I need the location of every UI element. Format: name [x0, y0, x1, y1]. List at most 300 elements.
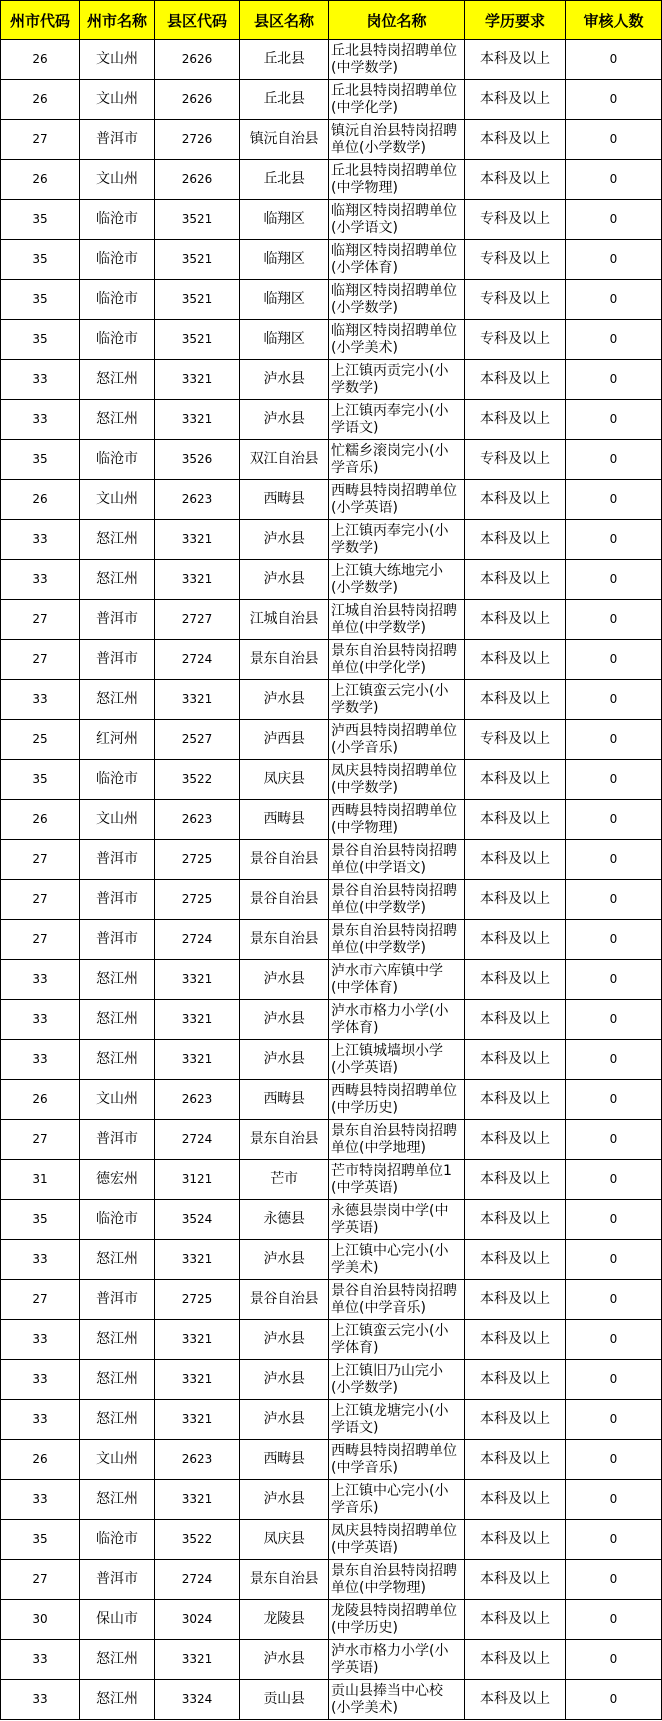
position-name-cell: 景东自治县特岗招聘单位(中学物理)	[329, 1560, 465, 1600]
education-cell: 专科及以上	[465, 200, 566, 240]
prefecture-name-cell: 普洱市	[80, 120, 155, 160]
education-cell: 专科及以上	[465, 320, 566, 360]
reviewed-count-cell: 0	[566, 600, 662, 640]
county-code-cell: 3321	[155, 360, 240, 400]
prefecture-code-cell: 33	[1, 400, 80, 440]
education-cell: 本科及以上	[465, 40, 566, 80]
prefecture-code-cell: 33	[1, 680, 80, 720]
table-row	[1, 1560, 662, 1600]
county-code-cell: 2623	[155, 1080, 240, 1120]
prefecture-name-cell: 怒江州	[80, 1400, 155, 1440]
county-code-cell: 3024	[155, 1600, 240, 1640]
prefecture-code-cell: 26	[1, 480, 80, 520]
table-row	[1, 1640, 662, 1680]
table-row	[1, 1480, 662, 1520]
prefecture-name-cell: 怒江州	[80, 1320, 155, 1360]
prefecture-name-cell: 怒江州	[80, 680, 155, 720]
prefecture-code-cell: 35	[1, 760, 80, 800]
prefecture-name-cell: 保山市	[80, 1600, 155, 1640]
prefecture-code-cell: 26	[1, 80, 80, 120]
reviewed-count-cell: 0	[566, 880, 662, 920]
county-code-cell: 3321	[155, 1000, 240, 1040]
county-name-cell: 泸水县	[240, 1000, 329, 1040]
education-cell: 本科及以上	[465, 1480, 566, 1520]
prefecture-name-cell: 怒江州	[80, 1480, 155, 1520]
prefecture-code-cell: 33	[1, 560, 80, 600]
position-name-cell: 上江镇中心完小(小学美术)	[329, 1240, 465, 1280]
prefecture-name-cell: 临沧市	[80, 1520, 155, 1560]
position-name-cell: 景东自治县特岗招聘单位(中学化学)	[329, 640, 465, 680]
table-row	[1, 1160, 662, 1200]
county-name-cell: 泸水县	[240, 360, 329, 400]
prefecture-code-cell: 31	[1, 1160, 80, 1200]
education-cell: 本科及以上	[465, 600, 566, 640]
county-name-cell: 双江自治县	[240, 440, 329, 480]
prefecture-name-cell: 怒江州	[80, 1360, 155, 1400]
education-cell: 本科及以上	[465, 1080, 566, 1120]
county-name-cell: 临翔区	[240, 280, 329, 320]
table-row	[1, 600, 662, 640]
header-county-code: 县区代码	[155, 1, 240, 40]
reviewed-count-cell: 0	[566, 480, 662, 520]
county-code-cell: 2727	[155, 600, 240, 640]
position-name-cell: 上江镇丙贡完小(小学数学)	[329, 360, 465, 400]
prefecture-name-cell: 普洱市	[80, 1120, 155, 1160]
county-code-cell: 3524	[155, 1200, 240, 1240]
reviewed-count-cell: 0	[566, 1160, 662, 1200]
reviewed-count-cell: 0	[566, 1120, 662, 1160]
education-cell: 本科及以上	[465, 120, 566, 160]
header-county-name: 县区名称	[240, 1, 329, 40]
reviewed-count-cell: 0	[566, 560, 662, 600]
reviewed-count-cell: 0	[566, 1520, 662, 1560]
prefecture-name-cell: 临沧市	[80, 240, 155, 280]
table-row	[1, 320, 662, 360]
education-cell: 本科及以上	[465, 1560, 566, 1600]
header-reviewed-count: 审核人数	[566, 1, 662, 40]
table-row	[1, 920, 662, 960]
prefecture-name-cell: 怒江州	[80, 400, 155, 440]
county-name-cell: 凤庆县	[240, 760, 329, 800]
table-row	[1, 1200, 662, 1240]
reviewed-count-cell: 0	[566, 1000, 662, 1040]
prefecture-code-cell: 27	[1, 1120, 80, 1160]
prefecture-code-cell: 27	[1, 920, 80, 960]
county-code-cell: 3521	[155, 240, 240, 280]
county-code-cell: 2725	[155, 1280, 240, 1320]
position-name-cell: 临翔区特岗招聘单位(小学体育)	[329, 240, 465, 280]
prefecture-code-cell: 27	[1, 600, 80, 640]
prefecture-name-cell: 普洱市	[80, 1280, 155, 1320]
education-cell: 本科及以上	[465, 1000, 566, 1040]
county-name-cell: 西畴县	[240, 1080, 329, 1120]
table-row	[1, 800, 662, 840]
table-row	[1, 1400, 662, 1440]
reviewed-count-cell: 0	[566, 1400, 662, 1440]
county-code-cell: 3321	[155, 1400, 240, 1440]
table-row	[1, 160, 662, 200]
table-row	[1, 1440, 662, 1480]
prefecture-name-cell: 怒江州	[80, 960, 155, 1000]
reviewed-count-cell: 0	[566, 640, 662, 680]
table-row	[1, 1240, 662, 1280]
position-name-cell: 景谷自治县特岗招聘单位(中学语文)	[329, 840, 465, 880]
position-name-cell: 西畴县特岗招聘单位(中学历史)	[329, 1080, 465, 1120]
position-name-cell: 临翔区特岗招聘单位(小学语文)	[329, 200, 465, 240]
prefecture-code-cell: 27	[1, 120, 80, 160]
reviewed-count-cell: 0	[566, 1360, 662, 1400]
table-row	[1, 720, 662, 760]
table-row	[1, 640, 662, 680]
prefecture-name-cell: 文山州	[80, 160, 155, 200]
position-name-cell: 上江镇大练地完小(小学数学)	[329, 560, 465, 600]
reviewed-count-cell: 0	[566, 520, 662, 560]
education-cell: 本科及以上	[465, 1520, 566, 1560]
reviewed-count-cell: 0	[566, 160, 662, 200]
prefecture-code-cell: 33	[1, 1000, 80, 1040]
table-row	[1, 1320, 662, 1360]
education-cell: 本科及以上	[465, 1120, 566, 1160]
county-code-cell: 2626	[155, 160, 240, 200]
position-name-cell: 丘北县特岗招聘单位(中学数学)	[329, 40, 465, 80]
education-cell: 本科及以上	[465, 1240, 566, 1280]
position-name-cell: 永德县崇岗中学(中学英语)	[329, 1200, 465, 1240]
county-code-cell: 3321	[155, 960, 240, 1000]
table-row	[1, 360, 662, 400]
table-row	[1, 1360, 662, 1400]
prefecture-code-cell: 27	[1, 880, 80, 920]
county-code-cell: 3526	[155, 440, 240, 480]
education-cell: 专科及以上	[465, 240, 566, 280]
prefecture-code-cell: 26	[1, 800, 80, 840]
education-cell: 本科及以上	[465, 80, 566, 120]
prefecture-name-cell: 红河州	[80, 720, 155, 760]
prefecture-name-cell: 文山州	[80, 1440, 155, 1480]
prefecture-name-cell: 文山州	[80, 800, 155, 840]
position-name-cell: 临翔区特岗招聘单位(小学数学)	[329, 280, 465, 320]
prefecture-code-cell: 26	[1, 160, 80, 200]
county-code-cell: 3522	[155, 1520, 240, 1560]
county-name-cell: 景谷自治县	[240, 880, 329, 920]
reviewed-count-cell: 0	[566, 240, 662, 280]
position-name-cell: 上江镇丙奉完小(小学数学)	[329, 520, 465, 560]
reviewed-count-cell: 0	[566, 40, 662, 80]
county-code-cell: 2724	[155, 1560, 240, 1600]
position-name-cell: 西畴县特岗招聘单位(中学物理)	[329, 800, 465, 840]
prefecture-name-cell: 普洱市	[80, 600, 155, 640]
prefecture-code-cell: 26	[1, 1080, 80, 1120]
position-name-cell: 景东自治县特岗招聘单位(中学地理)	[329, 1120, 465, 1160]
county-name-cell: 镇沅自治县	[240, 120, 329, 160]
prefecture-name-cell: 怒江州	[80, 1000, 155, 1040]
education-cell: 本科及以上	[465, 1640, 566, 1680]
prefecture-code-cell: 35	[1, 1520, 80, 1560]
table-row	[1, 1280, 662, 1320]
position-name-cell: 景东自治县特岗招聘单位(中学数学)	[329, 920, 465, 960]
county-name-cell: 泸水县	[240, 1240, 329, 1280]
county-code-cell: 3321	[155, 1480, 240, 1520]
county-code-cell: 2726	[155, 120, 240, 160]
county-name-cell: 泸水县	[240, 1040, 329, 1080]
table-row	[1, 1680, 662, 1720]
position-name-cell: 泸西县特岗招聘单位(小学音乐)	[329, 720, 465, 760]
prefecture-code-cell: 33	[1, 1360, 80, 1400]
county-code-cell: 3521	[155, 280, 240, 320]
county-name-cell: 丘北县	[240, 40, 329, 80]
reviewed-count-cell: 0	[566, 1240, 662, 1280]
position-name-cell: 临翔区特岗招聘单位(小学美术)	[329, 320, 465, 360]
education-cell: 本科及以上	[465, 400, 566, 440]
position-name-cell: 泸水市格力小学(小学英语)	[329, 1640, 465, 1680]
position-name-cell: 龙陵县特岗招聘单位(中学历史)	[329, 1600, 465, 1640]
position-name-cell: 泸水市格力小学(小学体育)	[329, 1000, 465, 1040]
county-name-cell: 永德县	[240, 1200, 329, 1240]
education-cell: 本科及以上	[465, 640, 566, 680]
position-name-cell: 上江镇丙奉完小(小学语文)	[329, 400, 465, 440]
position-name-cell: 景谷自治县特岗招聘单位(中学数学)	[329, 880, 465, 920]
county-code-cell: 2623	[155, 1440, 240, 1480]
table-row	[1, 480, 662, 520]
education-cell: 本科及以上	[465, 920, 566, 960]
reviewed-count-cell: 0	[566, 1560, 662, 1600]
county-name-cell: 景东自治县	[240, 1120, 329, 1160]
reviewed-count-cell: 0	[566, 1040, 662, 1080]
county-name-cell: 景谷自治县	[240, 1280, 329, 1320]
prefecture-code-cell: 27	[1, 1280, 80, 1320]
reviewed-count-cell: 0	[566, 1440, 662, 1480]
position-name-cell: 上江镇城墙坝小学(小学英语)	[329, 1040, 465, 1080]
county-name-cell: 临翔区	[240, 240, 329, 280]
table-row	[1, 1080, 662, 1120]
prefecture-code-cell: 33	[1, 1040, 80, 1080]
header-position-name: 岗位名称	[329, 1, 465, 40]
table-row	[1, 1040, 662, 1080]
position-name-cell: 江城自治县特岗招聘单位(中学数学)	[329, 600, 465, 640]
reviewed-count-cell: 0	[566, 680, 662, 720]
prefecture-code-cell: 33	[1, 520, 80, 560]
table-row	[1, 120, 662, 160]
education-cell: 专科及以上	[465, 440, 566, 480]
prefecture-name-cell: 文山州	[80, 480, 155, 520]
table-row	[1, 760, 662, 800]
reviewed-count-cell: 0	[566, 920, 662, 960]
prefecture-code-cell: 35	[1, 440, 80, 480]
prefecture-code-cell: 33	[1, 960, 80, 1000]
position-name-cell: 丘北县特岗招聘单位(中学物理)	[329, 160, 465, 200]
prefecture-name-cell: 普洱市	[80, 640, 155, 680]
county-code-cell: 2724	[155, 1120, 240, 1160]
county-name-cell: 泸水县	[240, 1480, 329, 1520]
prefecture-name-cell: 怒江州	[80, 520, 155, 560]
prefecture-name-cell: 怒江州	[80, 360, 155, 400]
reviewed-count-cell: 0	[566, 80, 662, 120]
education-cell: 本科及以上	[465, 880, 566, 920]
position-name-cell: 上江镇旧乃山完小(小学数学)	[329, 1360, 465, 1400]
education-cell: 专科及以上	[465, 720, 566, 760]
prefecture-code-cell: 27	[1, 640, 80, 680]
county-code-cell: 2623	[155, 480, 240, 520]
reviewed-count-cell: 0	[566, 440, 662, 480]
prefecture-code-cell: 33	[1, 1400, 80, 1440]
reviewed-count-cell: 0	[566, 1200, 662, 1240]
education-cell: 本科及以上	[465, 1200, 566, 1240]
position-name-cell: 芒市特岗招聘单位1(中学英语)	[329, 1160, 465, 1200]
prefecture-name-cell: 文山州	[80, 40, 155, 80]
header-prefecture-code: 州市代码	[1, 1, 80, 40]
county-name-cell: 泸西县	[240, 720, 329, 760]
table-row	[1, 520, 662, 560]
education-cell: 本科及以上	[465, 800, 566, 840]
reviewed-count-cell: 0	[566, 120, 662, 160]
table-row	[1, 440, 662, 480]
reviewed-count-cell: 0	[566, 1640, 662, 1680]
table-row	[1, 880, 662, 920]
prefecture-code-cell: 33	[1, 1680, 80, 1720]
reviewed-count-cell: 0	[566, 280, 662, 320]
county-code-cell: 2626	[155, 40, 240, 80]
table-row	[1, 280, 662, 320]
county-code-cell: 3321	[155, 680, 240, 720]
county-code-cell: 2623	[155, 800, 240, 840]
county-name-cell: 泸水县	[240, 560, 329, 600]
county-name-cell: 临翔区	[240, 320, 329, 360]
prefecture-code-cell: 33	[1, 1640, 80, 1680]
table-row	[1, 1600, 662, 1640]
county-code-cell: 3321	[155, 1040, 240, 1080]
reviewed-count-cell: 0	[566, 1080, 662, 1120]
table-row	[1, 1520, 662, 1560]
position-name-cell: 丘北县特岗招聘单位(中学化学)	[329, 80, 465, 120]
table-row	[1, 560, 662, 600]
prefecture-name-cell: 临沧市	[80, 760, 155, 800]
county-code-cell: 3324	[155, 1680, 240, 1720]
table-row	[1, 840, 662, 880]
county-code-cell: 3521	[155, 320, 240, 360]
prefecture-code-cell: 27	[1, 1560, 80, 1600]
prefecture-code-cell: 26	[1, 40, 80, 80]
education-cell: 本科及以上	[465, 520, 566, 560]
header-education: 学历要求	[465, 1, 566, 40]
prefecture-name-cell: 普洱市	[80, 1560, 155, 1600]
reviewed-count-cell: 0	[566, 1320, 662, 1360]
prefecture-code-cell: 27	[1, 840, 80, 880]
prefecture-name-cell: 德宏州	[80, 1160, 155, 1200]
education-cell: 本科及以上	[465, 1040, 566, 1080]
table-row	[1, 240, 662, 280]
reviewed-count-cell: 0	[566, 1600, 662, 1640]
prefecture-name-cell: 普洱市	[80, 920, 155, 960]
county-code-cell: 3321	[155, 1320, 240, 1360]
prefecture-name-cell: 文山州	[80, 1080, 155, 1120]
county-code-cell: 2527	[155, 720, 240, 760]
prefecture-code-cell: 30	[1, 1600, 80, 1640]
prefecture-name-cell: 临沧市	[80, 280, 155, 320]
education-cell: 本科及以上	[465, 360, 566, 400]
county-name-cell: 景东自治县	[240, 920, 329, 960]
education-cell: 本科及以上	[465, 1400, 566, 1440]
county-name-cell: 泸水县	[240, 520, 329, 560]
county-name-cell: 江城自治县	[240, 600, 329, 640]
table-row	[1, 40, 662, 80]
table-row	[1, 400, 662, 440]
prefecture-code-cell: 33	[1, 1320, 80, 1360]
education-cell: 本科及以上	[465, 1600, 566, 1640]
county-name-cell: 景谷自治县	[240, 840, 329, 880]
prefecture-name-cell: 文山州	[80, 80, 155, 120]
prefecture-code-cell: 35	[1, 240, 80, 280]
county-code-cell: 3321	[155, 1360, 240, 1400]
position-name-cell: 镇沅自治县特岗招聘单位(小学数学)	[329, 120, 465, 160]
prefecture-code-cell: 35	[1, 200, 80, 240]
education-cell: 本科及以上	[465, 1680, 566, 1720]
reviewed-count-cell: 0	[566, 1680, 662, 1720]
county-name-cell: 西畴县	[240, 800, 329, 840]
position-name-cell: 凤庆县特岗招聘单位(中学数学)	[329, 760, 465, 800]
county-code-cell: 2626	[155, 80, 240, 120]
header-row	[1, 1, 662, 40]
county-code-cell: 3121	[155, 1160, 240, 1200]
education-cell: 本科及以上	[465, 1440, 566, 1480]
prefecture-name-cell: 临沧市	[80, 1200, 155, 1240]
reviewed-count-cell: 0	[566, 960, 662, 1000]
reviewed-count-cell: 0	[566, 360, 662, 400]
education-cell: 本科及以上	[465, 1160, 566, 1200]
education-cell: 本科及以上	[465, 1360, 566, 1400]
position-name-cell: 景谷自治县特岗招聘单位(中学音乐)	[329, 1280, 465, 1320]
county-name-cell: 景东自治县	[240, 1560, 329, 1600]
county-code-cell: 3321	[155, 1240, 240, 1280]
education-cell: 本科及以上	[465, 160, 566, 200]
county-name-cell: 丘北县	[240, 160, 329, 200]
header-prefecture-name: 州市名称	[80, 1, 155, 40]
prefecture-name-cell: 怒江州	[80, 1680, 155, 1720]
reviewed-count-cell: 0	[566, 800, 662, 840]
county-name-cell: 景东自治县	[240, 640, 329, 680]
reviewed-count-cell: 0	[566, 1480, 662, 1520]
table-row	[1, 960, 662, 1000]
position-name-cell: 上江镇蛮云完小(小学数学)	[329, 680, 465, 720]
position-name-cell: 上江镇蛮云完小(小学体育)	[329, 1320, 465, 1360]
position-name-cell: 忙糯乡滚岗完小(小学音乐)	[329, 440, 465, 480]
county-name-cell: 泸水县	[240, 1360, 329, 1400]
prefecture-code-cell: 35	[1, 320, 80, 360]
county-code-cell: 2724	[155, 640, 240, 680]
prefecture-name-cell: 怒江州	[80, 1040, 155, 1080]
education-cell: 本科及以上	[465, 960, 566, 1000]
prefecture-code-cell: 26	[1, 1440, 80, 1480]
position-name-cell: 凤庆县特岗招聘单位(中学英语)	[329, 1520, 465, 1560]
reviewed-count-cell: 0	[566, 840, 662, 880]
education-cell: 专科及以上	[465, 280, 566, 320]
county-name-cell: 泸水县	[240, 1320, 329, 1360]
position-name-cell: 上江镇龙塘完小(小学语文)	[329, 1400, 465, 1440]
county-name-cell: 泸水县	[240, 680, 329, 720]
county-code-cell: 2725	[155, 840, 240, 880]
prefecture-code-cell: 35	[1, 280, 80, 320]
county-name-cell: 泸水县	[240, 960, 329, 1000]
prefecture-name-cell: 临沧市	[80, 320, 155, 360]
table-row	[1, 1120, 662, 1160]
prefecture-name-cell: 怒江州	[80, 1640, 155, 1680]
reviewed-count-cell: 0	[566, 320, 662, 360]
position-name-cell: 贡山县捧当中心校(小学美术)	[329, 1680, 465, 1720]
table-row	[1, 80, 662, 120]
prefecture-code-cell: 33	[1, 1480, 80, 1520]
prefecture-code-cell: 33	[1, 360, 80, 400]
reviewed-count-cell: 0	[566, 760, 662, 800]
reviewed-count-cell: 0	[566, 200, 662, 240]
prefecture-code-cell: 25	[1, 720, 80, 760]
